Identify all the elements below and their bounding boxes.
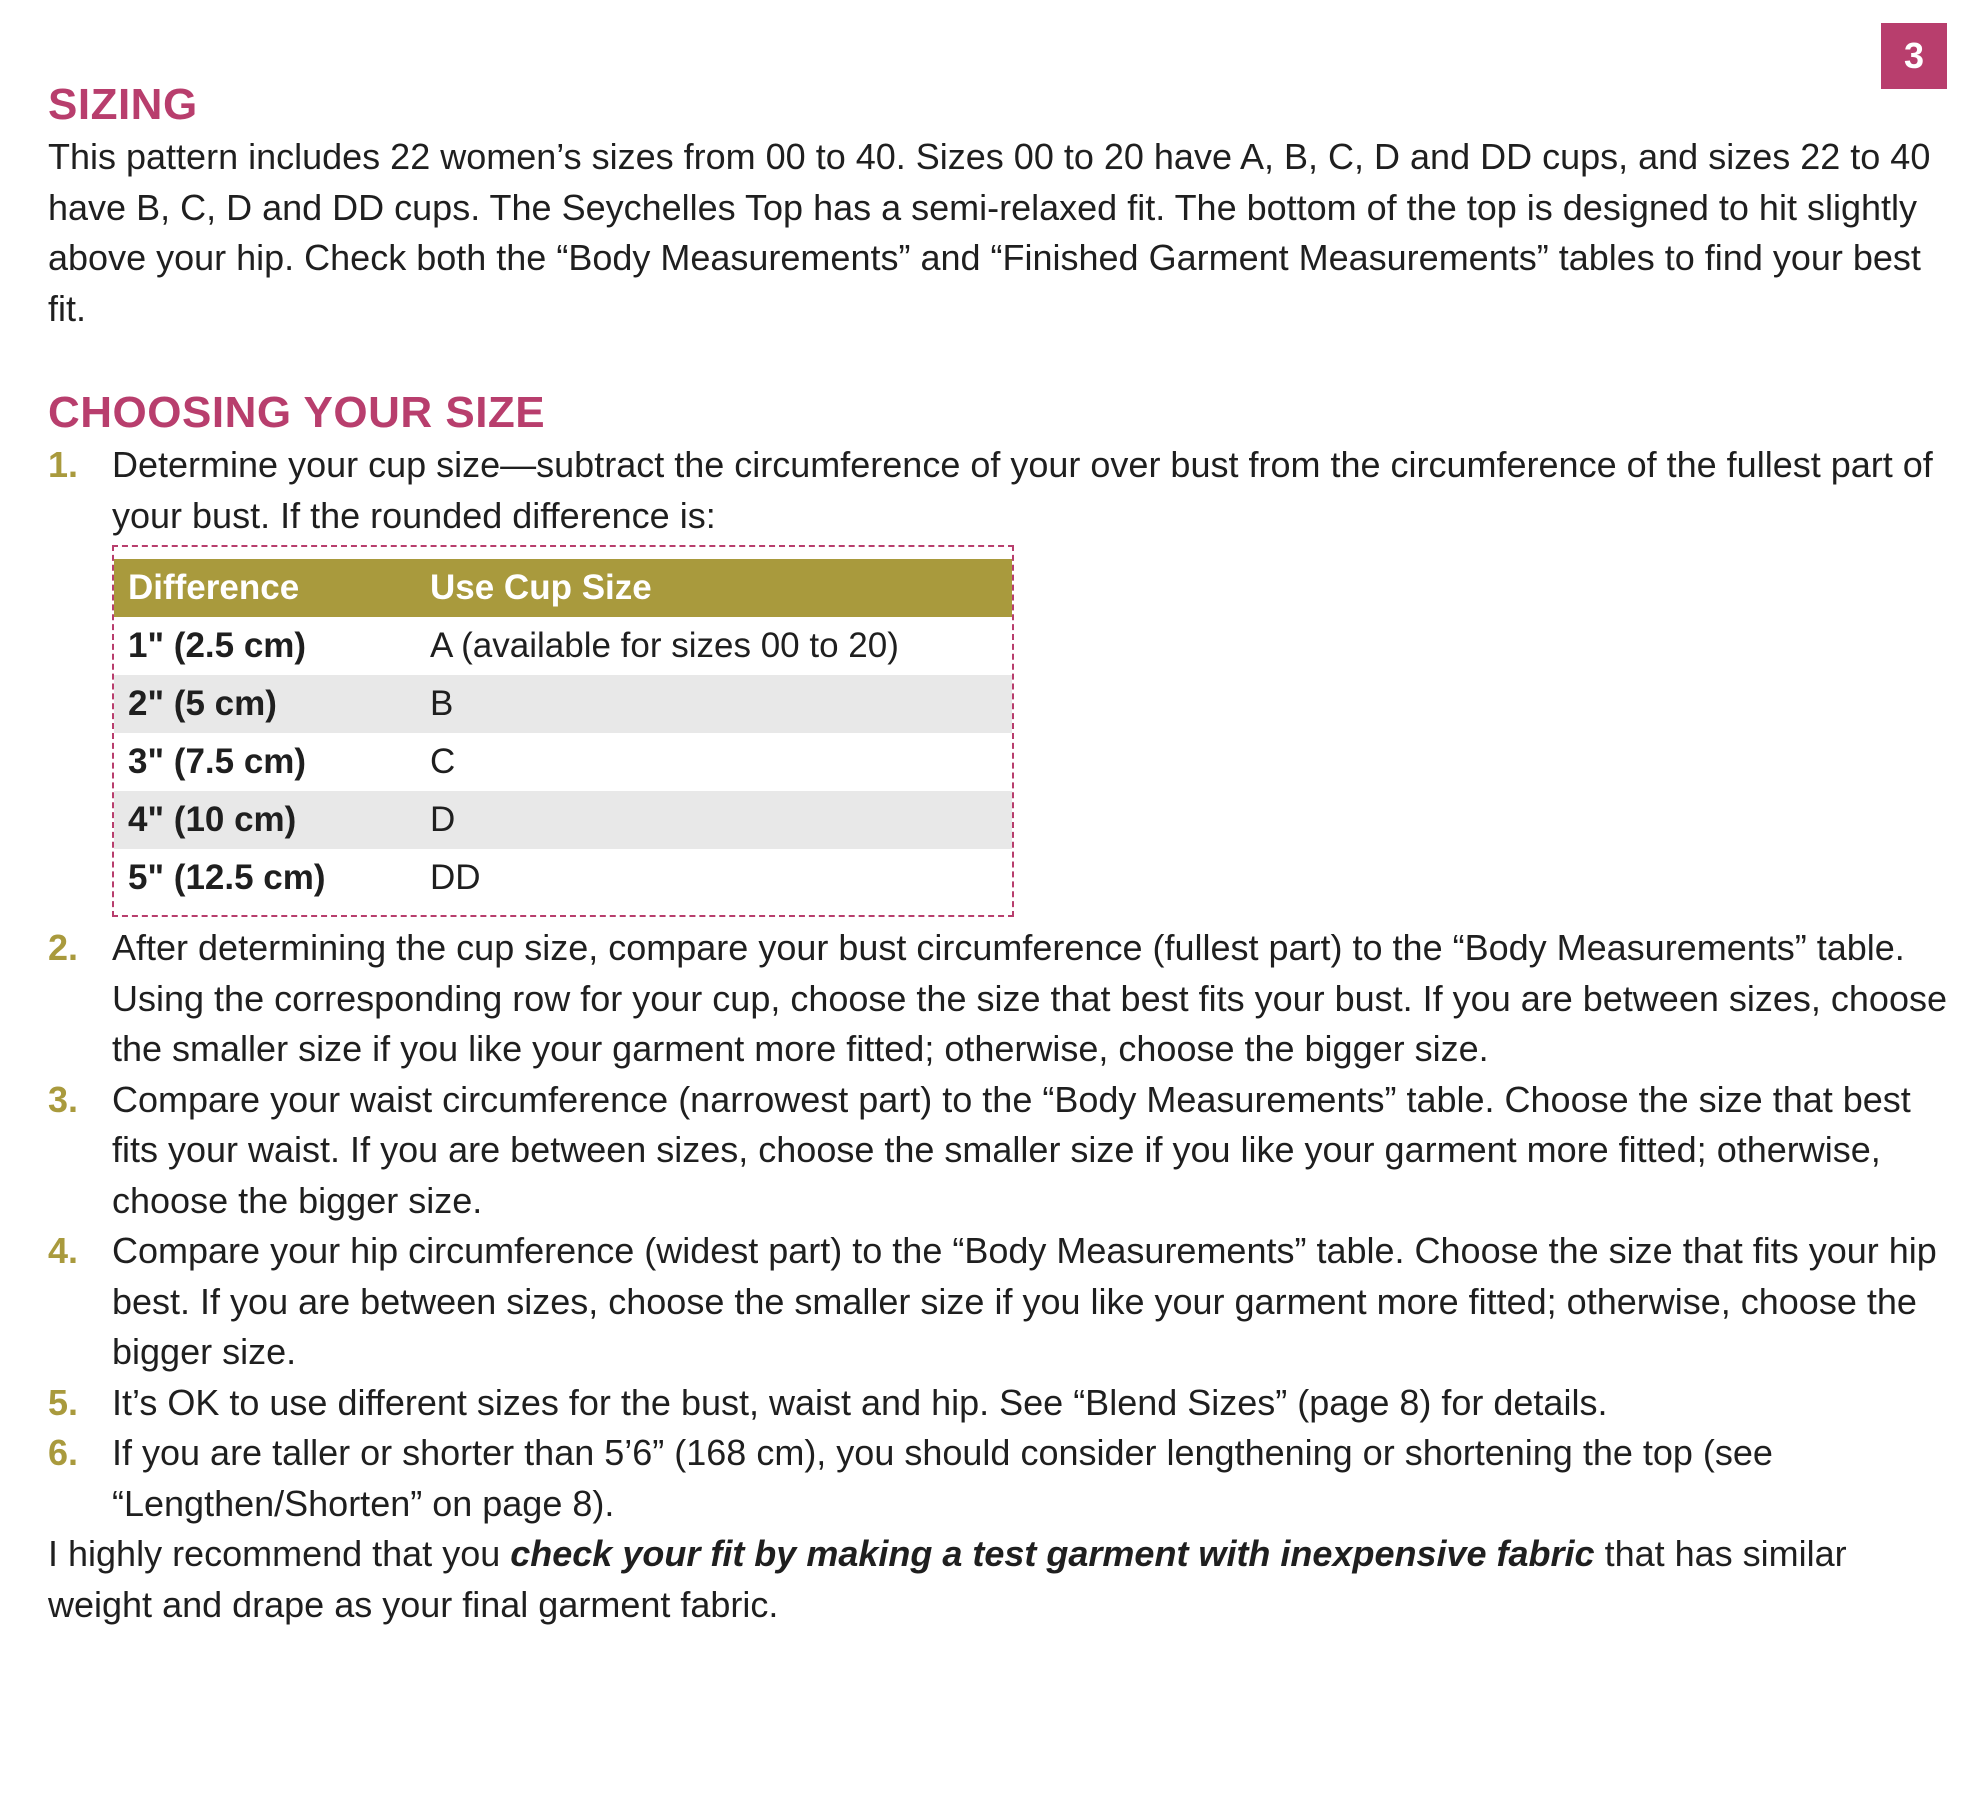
step-item: [48, 1075, 1948, 1227]
cup-size-cell: A (available for sizes 00 to 20): [430, 625, 899, 665]
closing-paragraph: [48, 1529, 1948, 1630]
closing-emphasis: check your fit by making a test garment with inexpensive fabric: [510, 1533, 1595, 1574]
difference-cell: 2" (5 cm): [114, 675, 416, 733]
step-number: 3.: [48, 1078, 79, 1120]
difference-cell: 4" (10 cm): [114, 791, 416, 849]
table-row: [114, 791, 1012, 849]
closing-text-start: I highly recommend that you: [48, 1533, 511, 1574]
step-text: Compare your waist circumference (narrowest part) to the “Body Measurements” table. Choose the size that best fits your waist. If you are between sizes, choose the smaller size if you like your garment more fitted; otherwise, choose the bigger size.: [112, 1078, 1911, 1221]
step-item: [48, 1226, 1948, 1378]
cup-size-cell: C: [430, 741, 456, 781]
step-item: [48, 1378, 1948, 1429]
steps-list: [48, 440, 1948, 1529]
table-row: [114, 733, 1012, 791]
step-item: [48, 923, 1948, 1075]
step-text: It’s OK to use different sizes for the bust, waist and hip. See “Blend Sizes” (page 8) for details.: [112, 1381, 1608, 1423]
step-text: If you are taller or shorter than 5’6” (168 cm), you should consider lengthening or shortening the top (see “Lengthen/Shorten” on page 8).: [112, 1432, 1773, 1524]
table-row: [114, 849, 1012, 907]
choosing-size-heading: CHOOSING YOUR SIZE: [48, 388, 546, 437]
sizing-paragraph: This pattern includes 22 women’s sizes from 00 to 40. Sizes 00 to 20 have A, B, C, D and DD cups, and sizes 22 to 40 have B, C, D and DD cups. The Seychelles Top has a semi-relaxed fit. The bottom of the top is designed to hit slightly above your hip. Check both the “Body Measurements” and “Finished Garment Measurements” tables to find your best fit.: [48, 136, 1931, 329]
table-header-row: [114, 559, 1012, 617]
page-content: [48, 78, 1948, 1630]
table-row: [114, 675, 1012, 733]
cup-size-cell: DD: [430, 857, 481, 897]
sizing-heading: SIZING: [48, 80, 198, 129]
step-item: [48, 440, 1948, 917]
difference-cell: 1" (2.5 cm): [128, 625, 307, 665]
difference-cell: 5" (12.5 cm): [128, 857, 326, 897]
page-number-badge: 3: [1881, 23, 1947, 89]
step-number: 1.: [48, 444, 79, 485]
choosing-size-section: [48, 386, 1948, 1529]
table-row: [114, 617, 1012, 675]
step-number: 2.: [48, 927, 79, 968]
difference-cell: 3" (7.5 cm): [128, 741, 307, 781]
column-header-difference: Difference: [114, 559, 416, 617]
sizing-section: [48, 78, 1948, 334]
step-text: Determine your cup size—subtract the circumference of your over bust from the circumference of the fullest part of your bust. If the rounded difference is:: [112, 444, 1933, 536]
step-number: 5.: [48, 1381, 79, 1423]
step-item: [48, 1428, 1948, 1529]
step-text: Compare your hip circumference (widest part) to the “Body Measurements” table. Choose the size that fits your hip best. If you are between sizes, choose the smaller size if you like your garment more fitted; otherwise, choose the bigger size.: [112, 1230, 1937, 1372]
column-header-cup-size: Use Cup Size: [416, 559, 1012, 617]
cup-size-cell: D: [416, 791, 1012, 849]
step-number: 6.: [48, 1432, 79, 1473]
cup-size-table-frame: [112, 545, 1014, 917]
step-text: After determining the cup size, compare your bust circumference (fullest part) to the “Body Measurements” table. Using the corresponding row for your cup, choose the size that best fits your bust. If you are between sizes, choose the smaller size if you like your garment more fitted; otherwise, choose the bigger size.: [112, 927, 1947, 1069]
closing-text-end: that has similar weight and drape as your final garment fabric.: [48, 1533, 1847, 1625]
cup-size-table: [114, 559, 1012, 907]
cup-size-cell: B: [416, 675, 1012, 733]
step-number: 4.: [48, 1230, 79, 1271]
